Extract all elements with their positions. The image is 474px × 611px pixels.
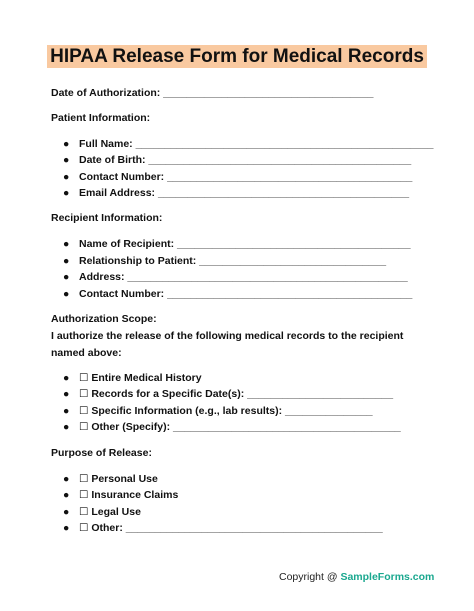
bullet-icon: ● (63, 522, 70, 534)
scope-specific-dates: ● ☐ Records for a Specific Date(s): _________________________ (63, 388, 394, 400)
purpose-other: ● ☐ Other: ____________________________________________ (63, 522, 383, 534)
title-text: HIPAA Release Form for Medical Records (47, 45, 427, 68)
purpose-insurance: ● ☐ Insurance Claims (63, 489, 179, 501)
recipient-contact-number: ● Contact Number: __________________________________________ (63, 288, 413, 300)
recipient-heading: Recipient Information: (51, 212, 163, 224)
bullet-icon: ● (63, 255, 70, 267)
bullet-icon: ● (63, 489, 70, 501)
bullet-icon: ● (63, 138, 70, 150)
recipient-address: ● Address: ________________________________________________ (63, 271, 408, 283)
bullet-icon: ● (63, 187, 70, 199)
bullet-icon: ● (63, 372, 70, 384)
recipient-relationship: ● Relationship to Patient: ________________________________ (63, 255, 387, 267)
patient-email-address: ● Email Address: ___________________________________________ (63, 187, 410, 199)
scope-statement: I authorize the release of the following medical records to the recipient named above: (51, 330, 404, 359)
purpose-legal: ● ☐ Legal Use (63, 506, 141, 518)
bullet-icon: ● (63, 288, 70, 300)
purpose-personal: ● ☐ Personal Use (63, 473, 158, 485)
scope-specific-info: ● ☐ Specific Information (e.g., lab results): _______________ (63, 405, 373, 417)
patient-contact-number: ● Contact Number: __________________________________________ (63, 171, 413, 183)
bullet-icon: ● (63, 238, 70, 250)
form-title (0, 46, 474, 68)
scope-entire-history: ● ☐ Entire Medical History (63, 372, 202, 384)
bullet-icon: ● (63, 171, 70, 183)
bullet-icon: ● (63, 473, 70, 485)
recipient-name: ● Name of Recipient: ________________________________________ (63, 238, 411, 250)
scope-heading: Authorization Scope: (51, 313, 157, 325)
brand-link[interactable]: SampleForms.com (340, 571, 435, 583)
bullet-icon: ● (63, 271, 70, 283)
purpose-heading: Purpose of Release: (51, 447, 152, 459)
patient-heading: Patient Information: (51, 112, 151, 124)
scope-other: ● ☐ Other (Specify): _______________________________________ (63, 421, 401, 433)
bullet-icon: ● (63, 154, 70, 166)
bullet-icon: ● (63, 388, 70, 400)
bullet-icon: ● (63, 506, 70, 518)
patient-date-of-birth: ● Date of Birth: _____________________________________________ (63, 154, 412, 166)
patient-full-name: ● Full Name: ___________________________________________________ (63, 138, 434, 150)
bullet-icon: ● (63, 405, 70, 417)
date-of-authorization: Date of Authorization: ____________________________________ (51, 87, 374, 99)
bullet-icon: ● (63, 421, 70, 433)
copyright-footer: Copyright @ SampleForms.com (279, 571, 435, 583)
